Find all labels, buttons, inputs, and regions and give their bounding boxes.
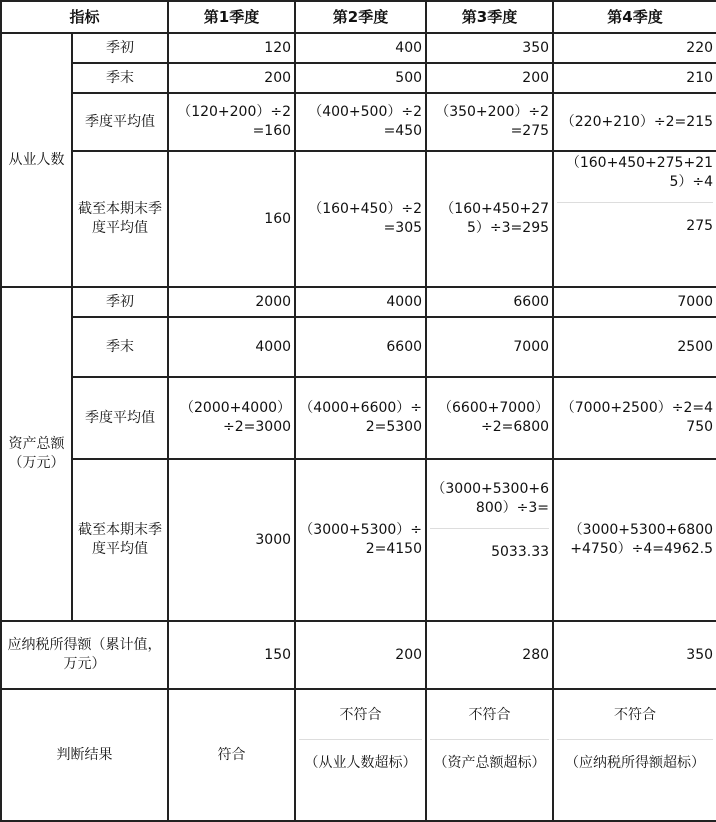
employees-cumulative-avg-row xyxy=(1,151,716,287)
taxable-income-row xyxy=(1,621,716,689)
header-row xyxy=(1,1,716,33)
employees-begin-row xyxy=(1,33,716,63)
employees-begin-q3: 350 xyxy=(426,33,553,63)
taxable-income-q3: 280 xyxy=(426,621,553,689)
judgment-q4-result: 不符合 xyxy=(614,707,657,723)
assets-begin-row xyxy=(1,287,716,317)
assets-end-q4: 2500 xyxy=(553,317,716,377)
assets-cumulative-avg-row xyxy=(1,459,716,621)
employees-group-label: 从业人数 xyxy=(1,33,72,287)
judgment-q4-reason: （应纳税所得额超标） xyxy=(557,739,713,773)
assets-cumulative-avg-q3-formula: （3000+5300+6800）÷3= xyxy=(431,481,550,516)
assets-cumulative-avg-q2: （3000+5300）÷2=4150 xyxy=(295,459,426,621)
employees-begin-q2: 400 xyxy=(295,33,426,63)
assets-cumulative-avg-q1: 3000 xyxy=(168,459,295,621)
employees-end-row xyxy=(1,63,716,93)
judgment-q1: 符合 xyxy=(168,689,295,821)
assets-quarter-avg-label: 季度平均值 xyxy=(72,377,168,459)
employees-begin-q4: 220 xyxy=(553,33,716,63)
taxable-income-q1: 150 xyxy=(168,621,295,689)
employees-cumulative-avg-q4 xyxy=(553,151,716,287)
taxable-income-label: 应纳税所得额（累计值，万元） xyxy=(1,621,168,689)
assets-quarter-avg-q1: （2000+4000）÷2=3000 xyxy=(168,377,295,459)
header-q2: 第2季度 xyxy=(295,1,426,33)
assets-quarter-avg-q4: （7000+2500）÷2=4750 xyxy=(553,377,716,459)
assets-quarter-avg-row xyxy=(1,377,716,459)
employees-end-q4: 210 xyxy=(553,63,716,93)
judgment-q3 xyxy=(426,689,553,821)
judgment-q4 xyxy=(553,689,716,821)
assets-end-q3: 7000 xyxy=(426,317,553,377)
judgment-row xyxy=(1,689,716,821)
employees-end-q3: 200 xyxy=(426,63,553,93)
employees-quarter-avg-row xyxy=(1,93,716,151)
taxable-income-q2: 200 xyxy=(295,621,426,689)
header-q1: 第1季度 xyxy=(168,1,295,33)
employees-quarter-avg-q3: （350+200）÷2=275 xyxy=(426,93,553,151)
employees-end-q2: 500 xyxy=(295,63,426,93)
employees-end-q1: 200 xyxy=(168,63,295,93)
header-indicator: 指标 xyxy=(1,1,168,33)
assets-end-q2: 6600 xyxy=(295,317,426,377)
taxable-income-q4: 350 xyxy=(553,621,716,689)
judgment-q3-reason: （资产总额超标） xyxy=(430,739,549,773)
employees-cumulative-avg-label: 截至本期末季度平均值 xyxy=(72,151,168,287)
judgment-q2 xyxy=(295,689,426,821)
assets-cumulative-avg-q3 xyxy=(426,459,553,621)
assets-end-row xyxy=(1,317,716,377)
employees-cumulative-avg-q3: （160+450+275）÷3=295 xyxy=(426,151,553,287)
employees-cumulative-avg-q1: 160 xyxy=(168,151,295,287)
assets-end-label: 季末 xyxy=(72,317,168,377)
employees-cumulative-avg-q4-formula: （160+450+275+215）÷4 xyxy=(565,155,714,190)
employees-quarter-avg-q4: （220+210）÷2=215 xyxy=(553,93,716,151)
assets-begin-q3: 6600 xyxy=(426,287,553,317)
assets-cumulative-avg-label: 截至本期末季度平均值 xyxy=(72,459,168,621)
assets-begin-label: 季初 xyxy=(72,287,168,317)
employees-end-label: 季末 xyxy=(72,63,168,93)
assets-begin-q2: 4000 xyxy=(295,287,426,317)
assets-end-q1: 4000 xyxy=(168,317,295,377)
assets-cumulative-avg-q4: （3000+5300+6800+4750）÷4=4962.5 xyxy=(553,459,716,621)
judgment-q2-result: 不符合 xyxy=(339,707,382,723)
assets-cumulative-avg-q3-result: 5033.33 xyxy=(430,528,549,562)
judgment-q2-reason: （从业人数超标） xyxy=(299,739,422,773)
assets-begin-q1: 2000 xyxy=(168,287,295,317)
employees-cumulative-avg-q4-result: 275 xyxy=(557,202,713,236)
employees-quarter-avg-label: 季度平均值 xyxy=(72,93,168,151)
employees-quarter-avg-q2: （400+500）÷2=450 xyxy=(295,93,426,151)
assets-quarter-avg-q2: （4000+6600）÷2=5300 xyxy=(295,377,426,459)
header-q3: 第3季度 xyxy=(426,1,553,33)
employees-begin-q1: 120 xyxy=(168,33,295,63)
assets-group-label: 资产总额（万元） xyxy=(1,287,72,621)
assets-begin-q4: 7000 xyxy=(553,287,716,317)
assets-quarter-avg-q3: （6600+7000）÷2=6800 xyxy=(426,377,553,459)
judgment-label: 判断结果 xyxy=(1,689,168,821)
header-q4: 第4季度 xyxy=(553,1,716,33)
employees-cumulative-avg-q2: （160+450）÷2=305 xyxy=(295,151,426,287)
judgment-q3-result: 不符合 xyxy=(468,707,511,723)
employees-quarter-avg-q1: （120+200）÷2=160 xyxy=(168,93,295,151)
employees-begin-label: 季初 xyxy=(72,33,168,63)
